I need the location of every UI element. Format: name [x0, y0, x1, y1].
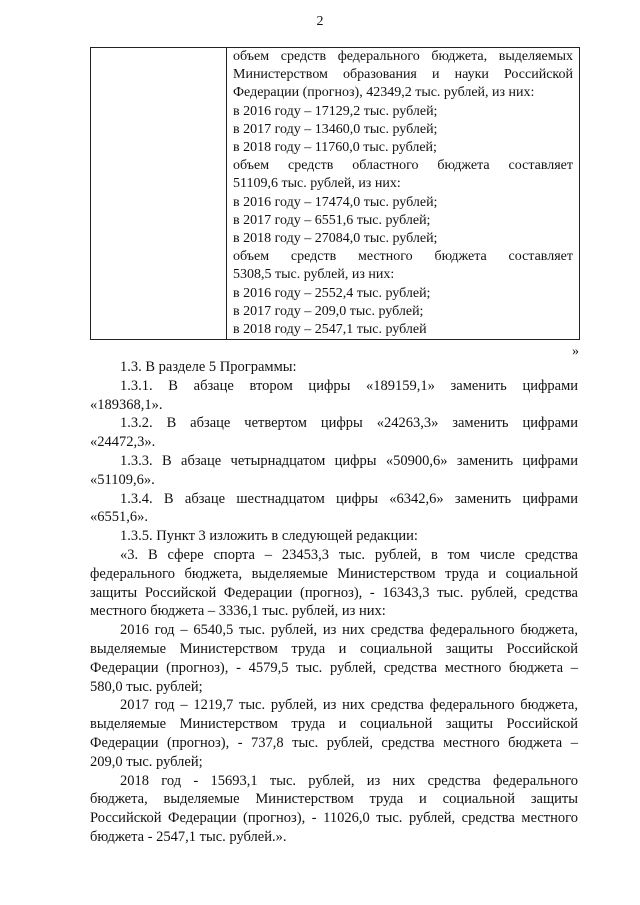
text-line: «24472,3».	[90, 434, 156, 451]
text-line: местного бюджета – 3336,1 тыс. рублей, из них:	[90, 603, 386, 620]
table-line: в 2018 году – 27084,0 тыс. рублей;	[233, 231, 438, 247]
table-row	[91, 48, 580, 340]
table-cell-left	[91, 48, 227, 340]
table-line: в 2016 году – 2552,4 тыс. рублей;	[233, 285, 431, 301]
table-line: в 2018 году – 11760,0 тыс. рублей;	[233, 140, 437, 156]
text-line: 2018 год - 15693,1 тыс. рублей, из них средства федерального	[120, 772, 578, 789]
text-line: 580,0 тыс. рублей;	[90, 678, 203, 695]
text-line: Российской Федерации (прогноз), - 11026,0 тыс. рублей, средства местного	[90, 810, 578, 827]
text-line: 209,0 тыс. рублей;	[90, 753, 203, 770]
text-line: бюджета - 2547,1 тыс. рублей.».	[90, 828, 287, 845]
text-line: 1.3.4. В абзаце шестнадцатом цифры «6342,6» заменить цифрами	[120, 490, 578, 507]
paragraph-2016	[90, 621, 578, 696]
text-line: 1.3.2. В абзаце четвертом цифры «24263,3» заменить цифрами	[120, 415, 578, 432]
text-line: выделяемые Министерством труда и социальной защиты Российской	[90, 716, 578, 733]
table-line: в 2016 году – 17474,0 тыс. рублей;	[233, 194, 438, 210]
text-line: бюджета, выделяемые Министерством труда и социальной защиты	[90, 791, 578, 808]
table-line: в 2017 году – 6551,6 тыс. рублей;	[233, 212, 431, 228]
text-line: выделяемые Министерством труда и социальной защиты Российской	[90, 640, 578, 657]
table-line: в 2017 году – 209,0 тыс. рублей;	[233, 303, 424, 319]
paragraph-1-3-4	[90, 490, 578, 528]
page-number: 2	[316, 14, 324, 29]
closing-quote: »	[572, 344, 579, 359]
table-line: объем средств федерального бюджета, выделяемых	[233, 49, 573, 64]
text-line: 1.3.1. В абзаце втором цифры «189159,1» заменить цифрами	[120, 377, 578, 394]
table-cell-right	[227, 48, 580, 340]
text-line: защиты Российской Федерации (прогноз), - 16343,3 тыс. рублей, средства	[90, 584, 578, 601]
text-line: «3. В сфере спорта – 23453,3 тыс. рублей, в том числе средства	[120, 546, 578, 563]
paragraph-2017	[90, 696, 578, 771]
text-line: 2016 год – 6540,5 тыс. рублей, из них средства федерального бюджета,	[120, 622, 578, 639]
text-line: Федерации (прогноз), - 4579,5 тыс. рублей, средства местного бюджета –	[90, 659, 578, 676]
table-line: Министерством образования и науки Российской	[233, 67, 573, 83]
table-line: объем средств местного бюджета составляет	[233, 249, 573, 265]
text-line: 2017 год – 1219,7 тыс. рублей, из них средства федерального бюджета,	[120, 697, 578, 714]
funding-table	[90, 47, 580, 340]
paragraph-2018	[90, 772, 578, 847]
text-line: «189368,1».	[90, 396, 163, 413]
table-line: 5308,5 тыс. рублей, из них:	[233, 267, 395, 283]
table-line: Федерации (прогноз), 42349,2 тыс. рублей, из них:	[233, 85, 535, 101]
paragraph-sport	[90, 546, 578, 621]
text-line: 1.3. В разделе 5 Программы:	[120, 359, 297, 375]
text-line: 1.3.3. В абзаце четырнадцатом цифры «50900,6» заменить цифрами	[120, 452, 578, 469]
paragraph-1-3-2	[90, 414, 578, 452]
table-line: 51109,6 тыс. рублей, из них:	[233, 176, 401, 192]
table-line: в 2016 году – 17129,2 тыс. рублей;	[233, 103, 438, 119]
paragraph-1-3-1	[90, 377, 578, 415]
paragraph-1-3	[90, 358, 578, 377]
table-line: в 2018 году – 2547,1 тыс. рублей	[233, 322, 427, 338]
text-line: Федерации (прогноз), - 737,8 тыс. рублей, средства местного бюджета –	[90, 734, 578, 751]
text-line: федерального бюджета, выделяемые Министерством труда и социальной	[90, 565, 578, 582]
text-line: 1.3.5. Пункт 3 изложить в следующей редакции:	[120, 528, 418, 545]
document-body	[90, 358, 578, 847]
paragraph-1-3-5	[90, 527, 578, 546]
table-line: объем средств областного бюджета составляет	[233, 158, 573, 174]
table-line: в 2017 году – 13460,0 тыс. рублей;	[233, 121, 438, 137]
text-line: «51109,6».	[90, 471, 155, 488]
paragraph-1-3-3	[90, 452, 578, 490]
text-line: «6551,6».	[90, 509, 148, 526]
